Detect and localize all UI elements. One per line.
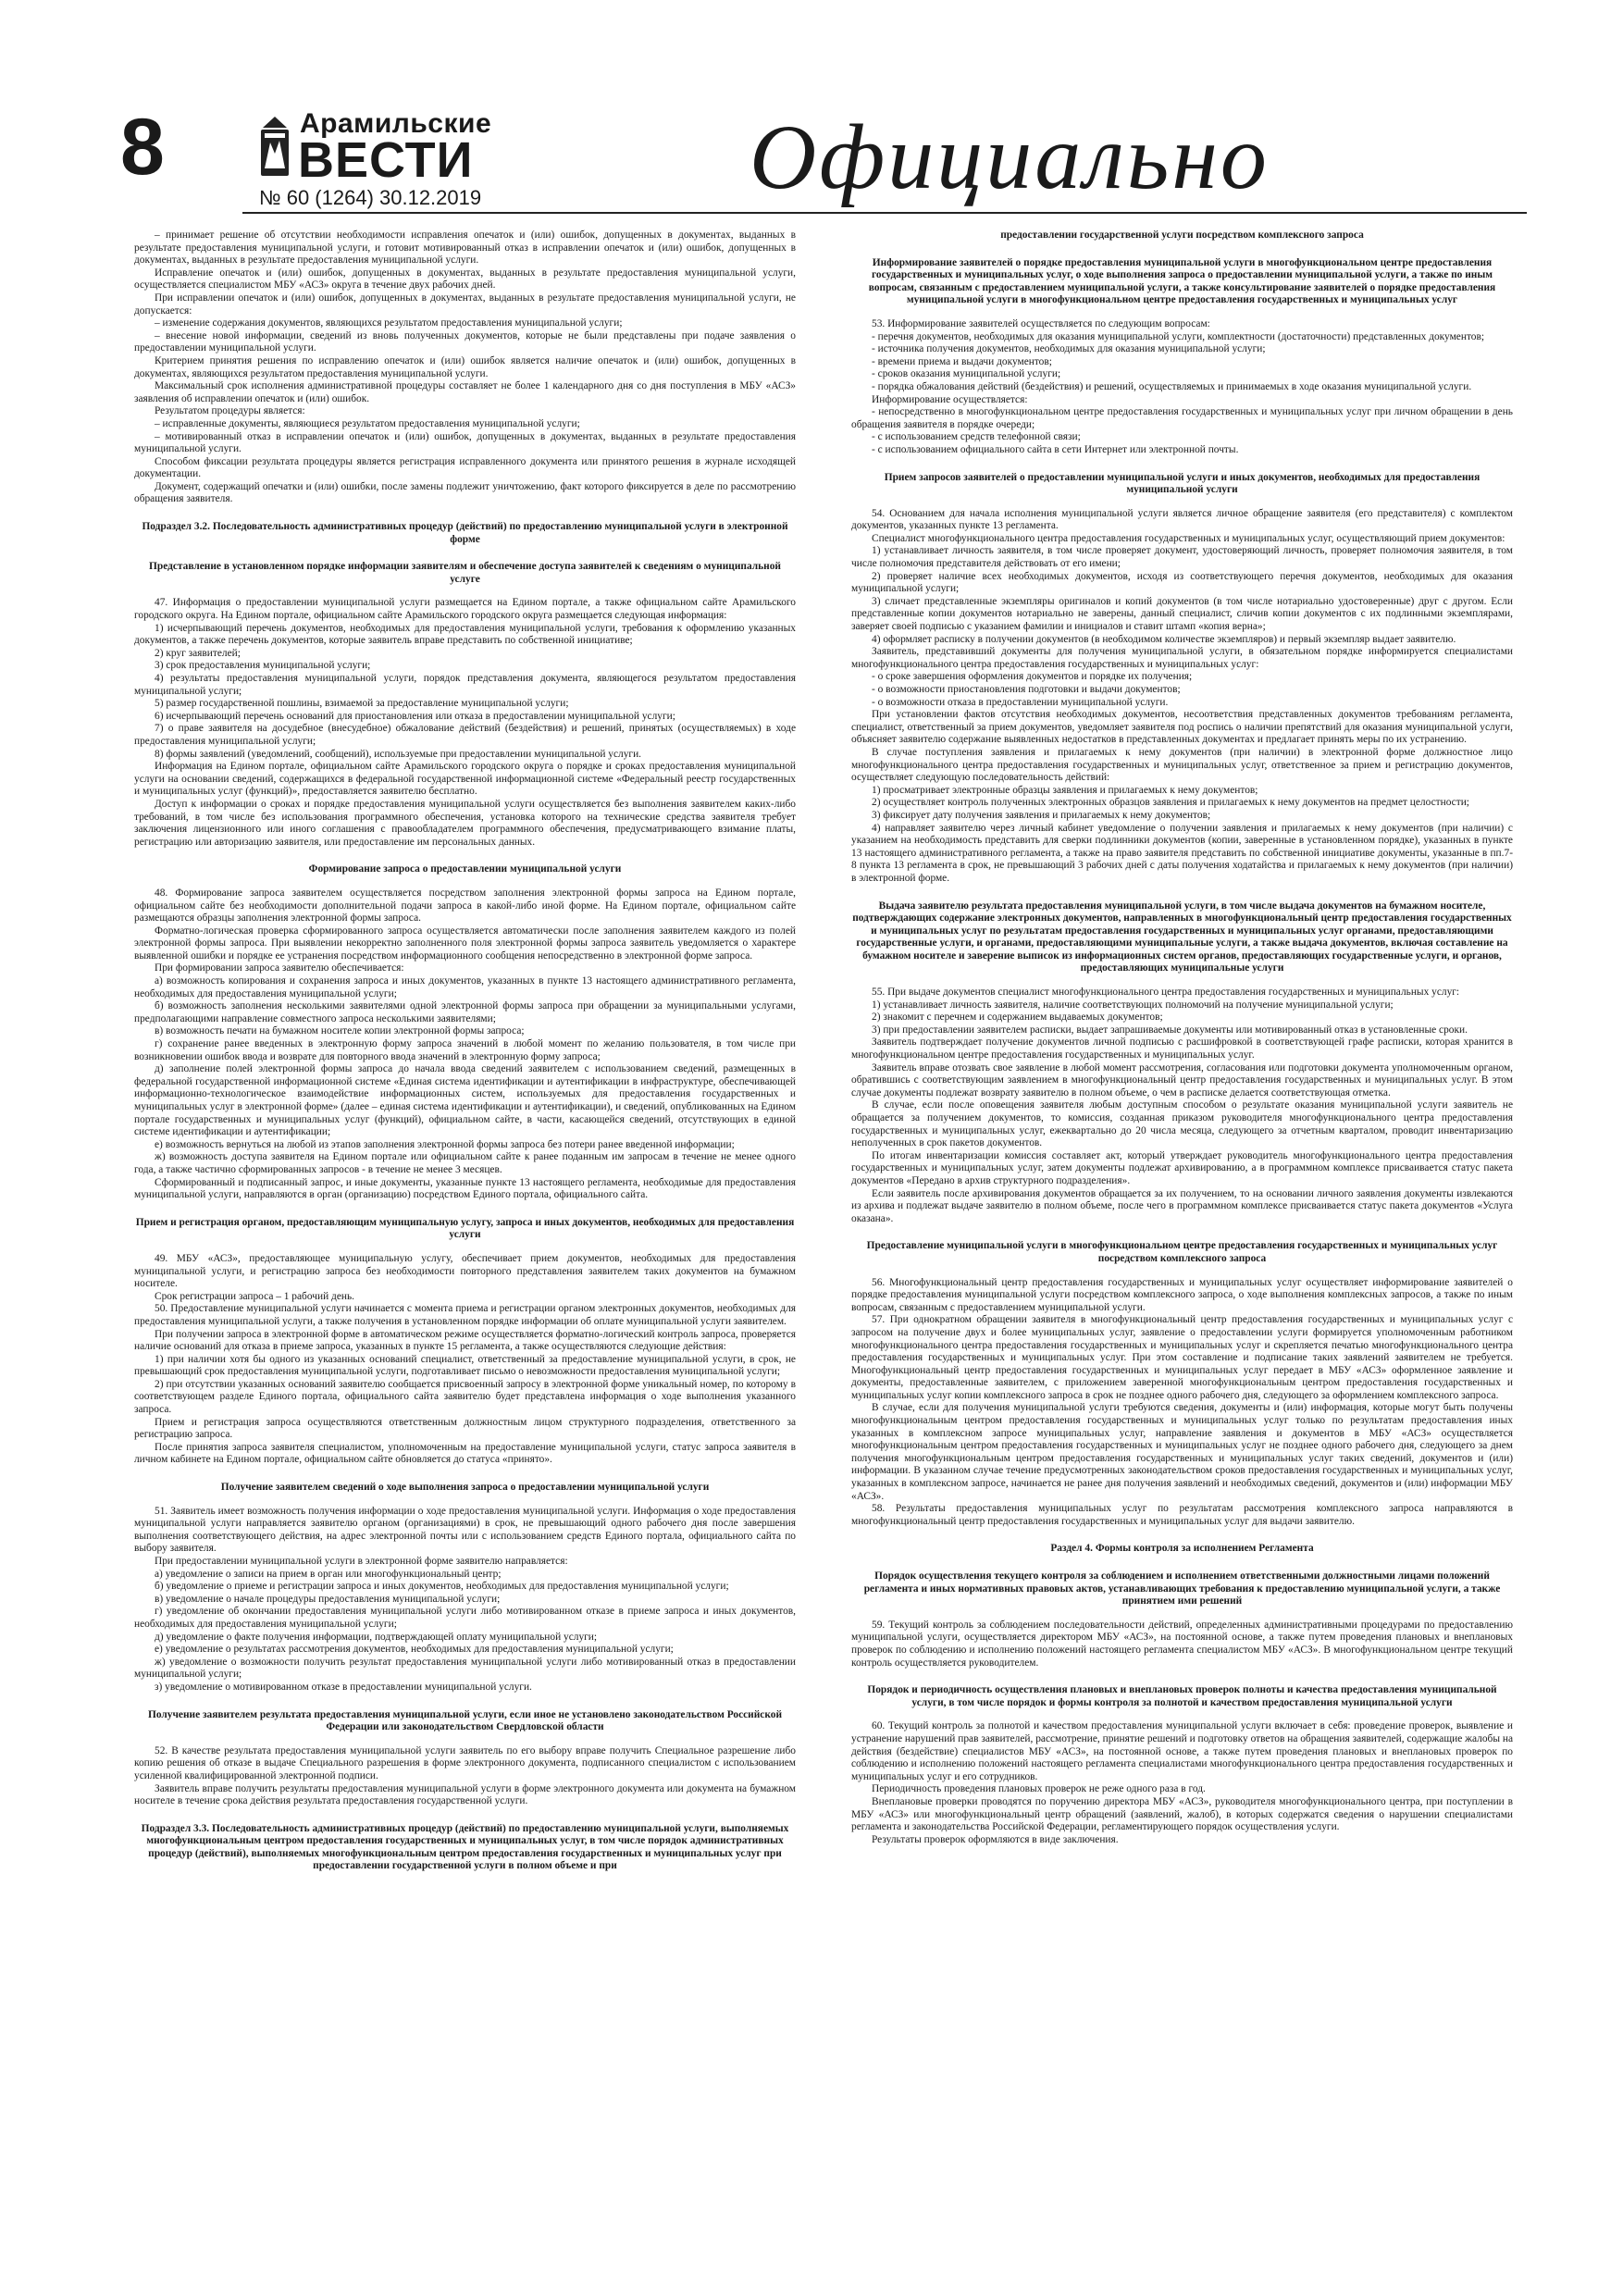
- paragraph: е) возможность вернуться на любой из этапов заполнения электронной формы запроса без потери ранее введенной информации;: [155, 1138, 735, 1150]
- paragraph: ж) возможность доступа заявителя на Едином портале или официальном сайте к ранее поданным им запросам в течение не менее одного года, а также частично сформированных запросов - в течение не менее 3 месяцев.: [134, 1151, 796, 1175]
- paragraph: 3) при предоставлении заявителем расписки, выдает запрашиваемые документы или мотивированный отказ в установленные сроки.: [872, 1024, 1468, 1036]
- section-heading: Получение заявителем результата предоставления муниципальной услуги, если иное не установлено законодательством Российской Федерации или законодательством Свердловской области: [147, 1708, 783, 1733]
- paragraph: Заявитель, представивший документы для получения муниципальной услуги, в обязательном порядке информируется специалистами многофункционального центра предоставления государственных и муниципальных услуг:: [851, 646, 1513, 670]
- paragraph: Внеплановые проверки проводятся по поручению директора МБУ «АСЗ», руководителя многофункционального центра, при поступлении в МБУ «АСЗ» или многофункциональный центр обращений (заявлений, жалоб), в которых содержатся сведения о нарушении специалистами регламента и законодательства Российской Федерации, регламентирующего порядок осуществления услуги.: [851, 1795, 1513, 1833]
- paragraph: – изменение содержания документов, являющихся результатом предоставления муниципальной услуги;: [155, 317, 623, 329]
- paragraph: – внесение новой информации, сведений из вновь полученных документов, которые не были представлены при подаче заявления о предоставлении муниципальной услуги.: [134, 329, 796, 354]
- paragraph: 4) оформляет расписку в получении документов (в необходимом количестве экземпляров) и первый экземпляр выдает заявителю.: [872, 633, 1456, 645]
- paragraph: Срок регистрации запроса – 1 рабочий день.: [155, 1290, 355, 1302]
- paragraph: 3) фиксирует дату получения заявления и прилагаемых к нему документов;: [872, 809, 1211, 821]
- paragraph: Доступ к информации о сроках и порядке предоставления муниципальной услуги осуществляется без выполнения заявителем каких-либо требований, в том числе без использования программного обеспечения, установка которого на технические средства заявителя требует заключения лицензионного или иного соглашения с правообладателем программного обеспечения, предусматривающего взимание платы, регистрацию или авторизацию заявителя, или предоставление им персональных данных.: [134, 798, 796, 848]
- paragraph: г) сохранение ранее введенных в электронную форму запроса значений в любой момент по желанию пользователя, в том числе при возникновении ошибок ввода и возврате для повторного ввода значений в электронную форму запроса;: [134, 1038, 796, 1062]
- section-heading: Предоставление муниципальной услуги в многофункциональном центре предоставления государственных и муниципальных услуг посредством комплексного запроса: [866, 1240, 1498, 1264]
- paragraph: Если заявитель после архивирования документов обращается за их получением, то на основании личного заявления документы извлекаются из архива и подлежат выдаче заявителю в полном объеме, после чего в программном комплексе присваивается статус пакета документов «Услуга оказана».: [851, 1187, 1513, 1224]
- paragraph: – принимает решение об отсутствии необходимости исправления опечаток и (или) ошибок, допущенных в документах, выданных в результате предоставления муниципальной услуги, и готовит мотивированный отказ в исправлении опечаток и (или) ошибок, допущенных в документах, выданных в результате предоставления муниципальной услуги.: [134, 230, 796, 267]
- paragraph: 1) при наличии хотя бы одного из указанных оснований специалист, ответственный за предоставление муниципальной услуги, в срок, не превышающий срок предоставления муниципальной услуги, подготавливает письмо о невозможности предоставления муниципальной услуги;: [134, 1353, 796, 1378]
- paragraph: 2) проверяет наличие всех необходимых документов, исходя из соответствующего перечня документов, необходимых для оказания муниципальной услуги;: [851, 570, 1513, 595]
- paragraph: Заявитель вправе отозвать свое заявление в любой момент рассмотрения, согласования или подготовки документа уполномоченным органом, обратившись с соответствующим заявлением в многофункциональный центр предоставления государственных и муниципальных услуг. В этом случае документы подлежат возврату заявителю в полном объеме, о чем в расписке делается соответствующая отметка.: [851, 1061, 1513, 1098]
- paragraph: 57. При однократном обращении заявителя в многофункциональный центр предоставления государственных и муниципальных услуг с запросом на получение двух и более муниципальных услуг, заявление о предоставлении услуги формируется уполномоченным работником многофункционального центра предоставления государственных и муниципальных услуг и скрепляется печатью многофункционального центра предоставления государственных и муниципальных услуг. При этом составление и подписание таких заявлений заявителем не требуется. Многофункциональный центр предоставления государственных и муниципальных услуг передает в МБУ «АСЗ» оформленное заявление и документы, предоставленные заявителем, с приложением заверенной многофункциональным центром предоставления государственных и муниципальных услуг копии комплексного запроса в срок не позднее одного рабочего дня, следующего за оформлением комплексного запроса.: [851, 1314, 1513, 1401]
- paragraph: 1) просматривает электронные образцы заявления и прилагаемых к нему документов;: [872, 784, 1258, 796]
- paragraph: 4) результаты предоставления муниципальной услуги, порядок представления документа, являющегося результатом предоставления муниципальной услуги;: [134, 673, 796, 697]
- page-number: 8: [120, 103, 165, 192]
- paragraph: Результаты проверок оформляются в виде заключения.: [872, 1833, 1119, 1845]
- section-heading: Порядок и периодичность осуществления плановых и внеплановых проверок полноты и качества предоставления муниципальной услуги, в том числе порядок и формы контроля за полнотой и качеством предоставления муниципальной услуги: [867, 1684, 1497, 1708]
- paragraph: Прием и регистрация запроса осуществляются ответственным должностным лицом структурного подразделения, ответственного за регистрацию запроса.: [134, 1416, 796, 1441]
- paragraph: При получении запроса в электронной форме в автоматическом режиме осуществляется форматно-логический контроль запроса, проверяется наличие оснований для отказа в приеме запроса, указанных в пункте 15 регламента, а также осуществляются следующие действия:: [134, 1328, 796, 1353]
- paragraph: - перечня документов, необходимых для оказания муниципальной услуги, комплектности (достаточности) представленных документов;: [872, 330, 1485, 342]
- paragraph: 47. Информация о предоставлении муниципальной услуги размещается на Едином портале, а также официальном сайте Арамильского городского округа. На Едином портале, официальном сайте Арамильского городского округа размещается следующая информация:: [134, 597, 796, 622]
- paragraph: - о сроке завершения оформления документов и порядке их получения;: [872, 671, 1193, 683]
- brand-name-main: ВЕСТИ: [298, 132, 474, 188]
- paragraph: 2) при отсутствии указанных оснований заявителю сообщается присвоенный запросу в электронной форме уникальный номер, по которому в соответствующем разделе Единого портала, официального сайта заявителю будет представлена информация о ходе выполнения указанного запроса.: [134, 1378, 796, 1416]
- paragraph: 2) знакомит с перечнем и содержанием выдаваемых документов;: [872, 1011, 1163, 1024]
- paragraph: - с использованием официального сайта в сети Интернет или электронной почты.: [872, 443, 1239, 455]
- masthead: [120, 100, 1527, 209]
- section-heading: Раздел 4. Формы контроля за исполнением Регламента: [1050, 1543, 1314, 1555]
- right-text-column: [851, 230, 1513, 2219]
- section-heading: Получение заявителем сведений о ходе выполнения запроса о предоставлении муниципальной услуги: [220, 1482, 710, 1494]
- section-title: Официально: [750, 105, 1270, 208]
- paragraph: По итогам инвентаризации комиссия составляет акт, который утверждает руководитель многофункционального центра предоставления государственных и муниципальных услуг, затем документы подлежат архивированию, а в программном комплексе присваивается статус пакета документов «Передано в архив структурного подразделения».: [851, 1149, 1513, 1186]
- paragraph: з) уведомление о мотивированном отказе в предоставлении муниципальной услуги.: [155, 1681, 532, 1693]
- paragraph: 53. Информирование заявителей осуществляется по следующим вопросам:: [872, 317, 1210, 329]
- paragraph: 2) круг заявителей;: [155, 647, 241, 659]
- header-divider: [242, 212, 1527, 214]
- paragraph: 1) устанавливает личность заявителя, в том числе проверяет документ, удостоверяющий личность, проверяет полномочия заявителя, в том числе полномочия представителя действовать от его имени;: [851, 545, 1513, 570]
- section-heading: Порядок осуществления текущего контроля за соблюдением и исполнением ответственными должностными лицами положений регламента и иных нормативных правовых актов, устанавливающих требования к предоставлению муниципальной услуги, а также принятием ими решений: [863, 1570, 1501, 1607]
- paragraph: 7) о праве заявителя на досудебное (внесудебное) обжалование действий (бездействия) и решений, принятых (осуществляемых) в ходе предоставления муниципальной услуги;: [134, 723, 796, 747]
- paragraph: 50. Предоставление муниципальной услуги начинается с момента приема и регистрации органом электронных документов, необходимых для предоставления муниципальной услуги, а также получения в установленном порядке информации об оплате муниципальной услуги заявителем.: [134, 1303, 796, 1327]
- paragraph: е) уведомление о результатах рассмотрения документов, необходимых для предоставления муниципальной услуги;: [155, 1644, 674, 1656]
- paragraph: Заявитель подтверждает получение документов личной подписью с расшифровкой в соответствующей графе расписки, которая хранится в многофункциональном центре предоставления государственных и муниципальных услуг.: [851, 1036, 1513, 1061]
- paragraph: Информация на Едином портале, официальном сайте Арамильского городского округа о порядке и сроках предоставления муниципальной услуги на основании сведений, содержащихся в федеральной государственной информационной системе «Федеральный реестр государственных и муниципальных услуг (функций)», предоставляется заявителю бесплатно.: [134, 761, 796, 798]
- paragraph: Критерием принятия решения по исправлению опечаток и (или) ошибок является наличие опечаток и (или) ошибок, допущенных в документах, являющихся результатом предоставления муниципальной услуги.: [134, 354, 796, 379]
- paragraph: в) возможность печати на бумажном носителе копии электронной формы запроса;: [155, 1025, 525, 1037]
- paragraph: в) уведомление о начале процедуры предоставления муниципальной услуги;: [155, 1593, 501, 1605]
- paragraph: 6) исчерпывающий перечень оснований для приостановления или отказа в предоставлении муниципальной услуги;: [155, 710, 675, 722]
- paragraph: В случае, если для получения муниципальной услуги требуются сведения, документы и (или) информация, которые могут быть получены многофункциональным центром предоставления государственных и муниципальных услуг только по результатам предоставления иных указанных в комплексном запросе муниципальных услуг, направление заявления и документов в МБУ «АСЗ» осуществляется многофункциональным центром предоставления государственных и муниципальных услуг не позднее одного рабочего дня, следующего за днем получения многофункциональным центром предоставления государственных и муниципальных услуг таких сведений, документов и (или) информации. В указанном случае течение предусмотренных законодательством сроков предоставления государственных и муниципальных услуг, указанных в комплексном запросе, начинается не ранее дня получения заявлений и необходимых сведений, документов и (или) информации МБУ «АСЗ».: [851, 1402, 1513, 1502]
- paragraph: - времени приема и выдачи документов;: [872, 355, 1052, 367]
- paragraph: 1) исчерпывающий перечень документов, необходимых для предоставления муниципальной услуги, требования к оформлению указанных документов, а также перечень документов, которые заявитель вправе представить по собственной инициативе;: [134, 622, 796, 647]
- paragraph: В случае поступления заявления и прилагаемых к нему документов (при наличии) в электронной форме должностное лицо многофункционального центра предоставления государственных и муниципальных услуг, ответственное за прием и регистрацию документов, осуществляет следующую последовательность действий:: [851, 746, 1513, 784]
- paragraph: При исправлении опечаток и (или) ошибок, допущенных в документах, выданных в результате предоставления муниципальной услуги, не допускается:: [134, 292, 796, 316]
- paragraph: В случае, если после оповещения заявителя любым доступным способом о результате оказания муниципальной услуги заявитель не обращается за получением документов, то комиссия, созданная приказом руководителя многофункционального центра предоставления государственных и муниципальных услуг, ежеквартально до 20 числа месяца, следующего за отчетным кварталом, проводит инвентаризацию неполученных в срок пакетов документов.: [851, 1099, 1513, 1149]
- paragraph: – мотивированный отказ в исправлении опечаток и (или) ошибок, допущенных в документах, выданных в результате предоставления муниципальной услуги.: [134, 430, 796, 455]
- paragraph: 59. Текущий контроль за соблюдением последовательности действий, определенных административными процедурами по предоставлению муниципальной услуги, осуществляется директором МБУ «АСЗ», на постоянной основе, а также путем проведения плановых и внеплановых проверок по соблюдению и исполнению положений настоящего регламента специалистом МБУ «АСЗ». В многофункциональном центре текущий контроль осуществляется руководителем.: [851, 1619, 1513, 1669]
- paragraph: - с использованием средств телефонной связи;: [872, 431, 1081, 443]
- paragraph: - о возможности приостановления подготовки и выдачи документов;: [872, 684, 1181, 695]
- section-heading: Представление в установленном порядке информации заявителям и обеспечение доступа заявителей к сведениям о муниципальной услуге: [149, 561, 781, 585]
- section-heading: Прием и регистрация органом, предоставляющим муниципальную услугу, запроса и иных документов, необходимых для предоставления услуги: [135, 1216, 795, 1241]
- section-heading: Выдача заявителю результата предоставления муниципальной услуги, в том числе выдача документов на бумажном носителе, подтверждающих содержание электронных документов, направленных в многофункциональный центр предоставления государственных и муниципальных услуг по результатам предоставления государственных и муниципальных услуг органами, предоставляющими государственные услуги, и органами, предоставляющими муниципальные услуги, а также выдача документов, включая составление на бумажном носителе и заверение выписок из информационных систем органов, предоставляющих государственные услуги, и органов, предоставляющих муниципальные услуги: [852, 900, 1512, 974]
- paragraph: б) возможность заполнения несколькими заявителями одной электронной формы запроса при обращении за муниципальными услугами, предполагающими направление совместного запроса несколькими заявителями;: [134, 1000, 796, 1024]
- paragraph: При установлении фактов отсутствия необходимых документов, несоответствия представленных документов требованиям регламента, специалист, ответственный за прием документов, уведомляет заявителя под роспись о наличии препятствий для оказания муниципальной услуги, объясняет заявителю содержание выявленных недостатков в представленных документах и предлагает принять меры по их устранению.: [851, 709, 1513, 746]
- paragraph: 60. Текущий контроль за полнотой и качеством предоставления муниципальной услуги включает в себя: проведение проверок, выявление и устранение нарушений прав заявителей, рассмотрение, принятие решений и подготовку ответов на обращения заявителей, содержащие жалобы на действия (бездействие) специалистов МБУ «АСЗ», на постоянной основе, а также путем проведения плановых и внеплановых проверок по соблюдению и исполнению положений настоящего регламента специалистами многофункционального центра предоставления государственных и муниципальных услуг и его сотрудников.: [851, 1720, 1513, 1782]
- paragraph: Документ, содержащий опечатки и (или) ошибки, после замены подлежит уничтожению, факт которого фиксируется в деле по рассмотрению обращения заявителя.: [134, 480, 796, 505]
- section-heading: Формирование запроса о предоставлении муниципальной услуги: [308, 863, 622, 875]
- paragraph: Способом фиксации результата процедуры является регистрация исправленного документа или принятого решения в журнале исходящей документации.: [134, 455, 796, 480]
- paragraph: - сроков оказания муниципальной услуги;: [872, 368, 1061, 380]
- paragraph: Форматно-логическая проверка сформированного запроса осуществляется автоматически после заполнения заявителем каждого из полей электронной формы запроса. При выявлении некорректно заполненного поля электронной формы запроса заявитель уведомляется о характере выявленной ошибки и порядке ее устранения посредством информационного сообщения непосредственно в электронной форме запроса.: [134, 925, 796, 962]
- paragraph: 54. Основанием для начала исполнения муниципальной услуги является личное обращение заявителя (его представителя) с комплектом документов, указанных пункте 13 регламента.: [851, 507, 1513, 532]
- city-crest-icon: [259, 115, 291, 180]
- paragraph: 3) срок предоставления муниципальной услуги;: [155, 660, 371, 672]
- paragraph: 4) направляет заявителю через личный кабинет уведомление о получении заявления и прилагаемых к нему документов (при наличии) с указанием на необходимость представить для сверки подлинники документов (копии, заверенные в установленном порядке), указанных в пункте 13 настоящего административного регламента, а также на право заявителя представить по собственной инициативе документы, указанные в пп.7-8 пункта 13 регламента в срок, не превышающий 3 рабочих дней с даты получения ходатайства и прилагаемых к нему документов (при наличии) в электронной форме.: [851, 822, 1513, 884]
- paragraph: 5) размер государственной пошлины, взимаемой за предоставление муниципальной услуги;: [155, 698, 569, 710]
- section-heading: Информирование заявителей о порядке предоставления муниципальной услуги в многофункциональном центре предоставления государственных и муниципальных услуг, о ходе выполнения запроса о предоставлении муниципальной услуги, а также по иным вопросам, связанным с предоставлением муниципальной услуги, а также консультирование заявителей о порядке предоставления муниципальной услуги в многофункциональном центре предоставления государственных и муниципальных услуг: [868, 256, 1496, 306]
- paragraph: 3) сличает представленные экземпляры оригиналов и копий документов (в том числе нотариально удостоверенные) друг с другом. Если представленные копии документов нотариально не заверены, данный специалист, сличив копии документов с их подлинными экземплярами, заверяет своей подписью с указанием фамилии и инициалов и ставит штамп «копия верна»;: [851, 595, 1513, 633]
- paragraph: Специалист многофункционального центра предоставления государственных и муниципальных услуг, осуществляющий прием документов:: [872, 532, 1505, 544]
- section-heading: предоставлении государственной услуги посредством комплексного запроса: [1000, 230, 1364, 241]
- paragraph: б) уведомление о приеме и регистрации запроса и иных документов, необходимых для предоставления муниципальной услуги;: [155, 1581, 729, 1593]
- section-heading: Прием запросов заявителей о предоставлении муниципальной услуги и иных документов, необходимых для предоставления муниципальной услуги: [884, 471, 1481, 496]
- paragraph: Исправление опечаток и (или) ошибок, допущенных в документах, выданных в результате предоставления муниципальной услуги, осуществляется специалистом МБУ «АСЗ» округа в течение двух рабочих дней.: [134, 267, 796, 292]
- paragraph: При предоставлении муниципальной услуги в электронной форме заявителю направляется:: [155, 1556, 568, 1567]
- paragraph: Сформированный и подписанный запрос, и иные документы, указанные пункте 13 настоящего регламента, необходимые для предоставления муниципальной услуги, направляются в орган (организацию) посредством Единого портала, официального сайта.: [134, 1176, 796, 1201]
- paragraph: 2) осуществляет контроль полученных электронных образцов заявления и прилагаемых к нему документов на предмет целостности;: [872, 797, 1469, 809]
- paragraph: При формировании запроса заявителю обеспечивается:: [155, 962, 404, 974]
- left-text-column: [134, 230, 796, 2219]
- paragraph: Результатом процедуры является:: [155, 405, 305, 417]
- paragraph: 1) устанавливает личность заявителя, наличие соответствующих полномочий на получение муниципальной услуги;: [872, 999, 1394, 1011]
- paragraph: а) уведомление о записи на прием в орган или многофункциональный центр;: [155, 1568, 502, 1580]
- paragraph: - о возможности отказа в предоставлении муниципальной услуги.: [872, 696, 1169, 708]
- paragraph: После принятия запроса заявителя специалистом, уполномоченным на предоставление муниципальной услуги, статус запроса заявителя в личном кабинете на Едином портале, официальном сайте обновляется до статуса «принято».: [134, 1441, 796, 1466]
- paragraph: 55. При выдаче документов специалист многофункционального центра предоставления государственных и муниципальных услуг:: [872, 987, 1460, 999]
- paragraph: 58. Результаты предоставления муниципальных услуг по результатам рассмотрения комплексного запроса направляются в многофункциональный центр предоставления государственных и муниципальных услуг для выдачи заявителю.: [851, 1503, 1513, 1527]
- paragraph: 49. МБУ «АСЗ», предоставляющее муниципальную услугу, обеспечивает прием документов, необходимых для предоставления муниципальной услуги, и регистрацию запроса без необходимости повторного представления заявителем таких документов на бумажном носителе.: [134, 1252, 796, 1290]
- paragraph: - непосредственно в многофункциональном центре предоставления государственных и муниципальных услуг при личном обращении в день обращения заявителя в порядке очереди;: [851, 406, 1513, 430]
- paragraph: 48. Формирование запроса заявителем осуществляется посредством заполнения электронной формы запроса на Едином портале, официальном сайте без необходимости дополнительной подачи запроса в какой-либо иной форме. На Едином портале, официальном сайте размещаются образцы заполнения электронной формы запроса.: [134, 887, 796, 925]
- paragraph: 56. Многофункциональный центр предоставления государственных и муниципальных услуг осуществляет информирование заявителей о порядке предоставления муниципальной услуги посредством комплексного запроса, о ходе выполнения комплексных запросов, а также по иным вопросам, связанным с предоставлением муниципальной услуги.: [851, 1276, 1513, 1313]
- paragraph: 51. Заявитель имеет возможность получения информации о ходе предоставления муниципальной услуги. Информация о ходе предоставления муниципальной услуги направляется заявителю органом (организациями) в срок, не превышающий одного рабочего дня после завершения выполнения соответствующего действия, на адрес электронной почты или с использованием средств Единого портала, официального сайта по выбору заявителя.: [134, 1505, 796, 1555]
- paragraph: Периодичность проведения плановых проверок не реже одного раза в год.: [872, 1783, 1206, 1795]
- paragraph: ж) уведомление о возможности получить результат предоставления муниципальной услуги либо мотивированный отказ в предоставлении муниципальной услуги;: [134, 1656, 796, 1681]
- paragraph: д) уведомление о факте получения информации, подтверждающей оплату муниципальной услуги;: [155, 1631, 598, 1643]
- paragraph: Заявитель вправе получить результаты предоставления муниципальной услуги в форме электронного документа или документа на бумажном носителе в течение срока действия результата предоставления государственной услуги.: [134, 1782, 796, 1807]
- paragraph: - источника получения документов, необходимых для оказания муниципальной услуги;: [872, 343, 1266, 355]
- paragraph: Максимальный срок исполнения административной процедуры составляет не более 1 календарного дня со дня поступления в МБУ «АСЗ» заявления об исправлении опечаток и (или) ошибок.: [134, 380, 796, 404]
- section-heading: Подраздел 3.3. Последовательность административных процедур (действий) по предоставлению муниципальной услуги, выполняемых многофункциональным центром предоставления государственных и муниципальных услуг, в том числе порядок административных процедур (действий), выполняемых многофункциональным центром предоставления государственных и муниципальных услуг при предоставлении государственной услуги в полном объеме и при: [141, 1822, 789, 1872]
- section-heading: Подраздел 3.2. Последовательность административных процедур (действий) по предоставлению муниципальной услуги в электронной форме: [142, 521, 788, 545]
- issue-number: № 60 (1264) 30.12.2019: [259, 186, 482, 209]
- paragraph: 8) формы заявлений (уведомлений, сообщений), используемые при предоставлении муниципальной услуги.: [155, 748, 642, 760]
- paragraph: - порядка обжалования действий (бездействия) и решений, осуществляемых и принимаемых в ходе оказания муниципальной услуги.: [872, 380, 1472, 392]
- paragraph: Информирование осуществляется:: [872, 393, 1028, 405]
- brand-name-top: Арамильские: [300, 108, 492, 139]
- paragraph: д) заполнение полей электронной формы запроса до начала ввода сведений заявителем с использованием сведений, размещенных в федеральной государственной информационной системе «Единая система идентификации и аутентификации в инфраструктуре, обеспечивающей информационно-технологическое взаимодействие информационных систем, используемых для предоставления государственных и муниципальных услуг в электронной форме» (далее – единая система идентификации и аутентификации), и сведений, опубликованных на Едином портале государственных и муниципальных услуг (функций), официальном сайте, в части, касающейся сведений, отсутствующих в единой системе идентификации и аутентификации;: [134, 1063, 796, 1138]
- paragraph: 52. В качестве результата предоставления муниципальной услуги заявитель по его выбору вправе получить Специальное разрешение либо копию решения об отказе в выдаче Специального разрешения в форме электронного документа, подписанного специалистом с использованием усиленной квалифицированной электронной подписи.: [134, 1744, 796, 1781]
- paragraph: – исправленные документы, являющиеся результатом предоставления муниципальной услуги;: [155, 417, 580, 429]
- paragraph: г) уведомление об окончании предоставления муниципальной услуги либо мотивированном отказе в приеме запроса и иных документов, необходимых для предоставления муниципальной услуги;: [134, 1606, 796, 1630]
- paragraph: а) возможность копирования и сохранения запроса и иных документов, указанных в пункте 13 настоящего административного регламента, необходимых для предоставления муниципальной услуги;: [134, 975, 796, 999]
